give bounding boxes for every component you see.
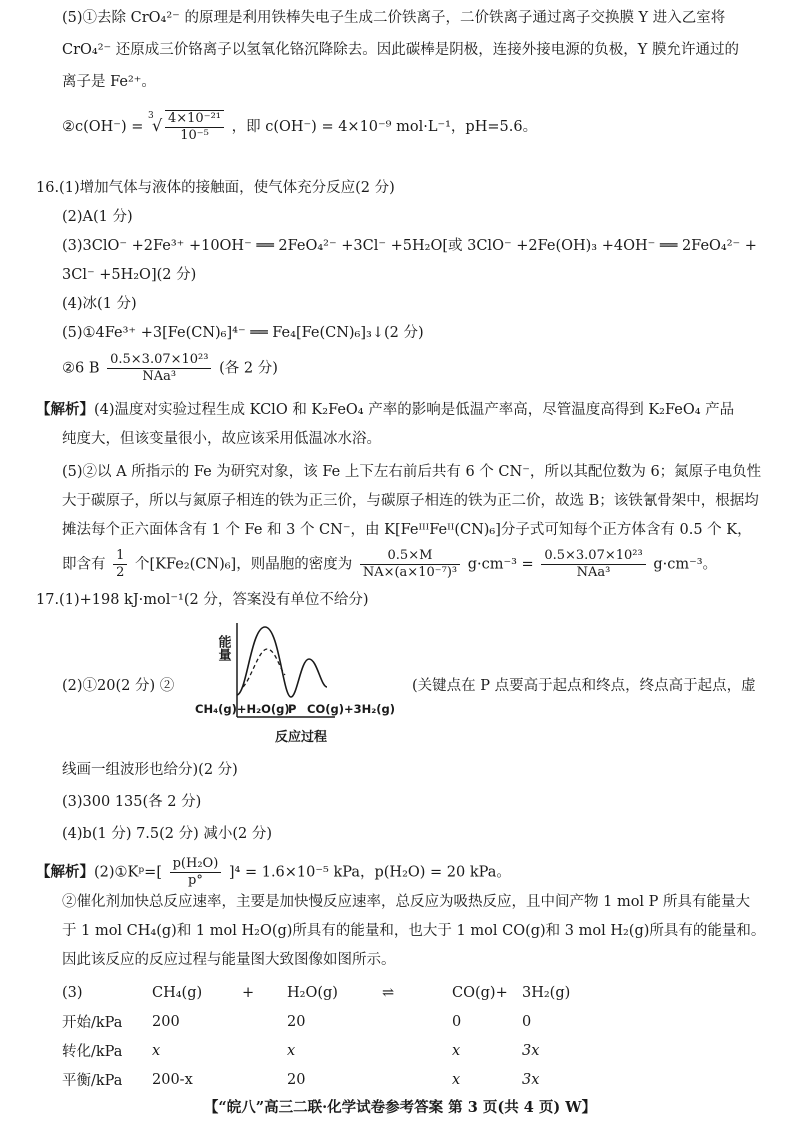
q16-1: 16.(1)增加气体与液体的接触面，使气体充分反应(2 分) bbox=[36, 180, 395, 196]
analysis-6c: g·cm⁻³ = bbox=[467, 556, 534, 573]
q16-analysis-6 bbox=[62, 548, 717, 581]
q16-analysis-4: 大于碳原子，所以与氮原子相连的铁为正三价，与碳原子相连的铁为正二价，故选 B；该铁氰骨架中，根据均 bbox=[62, 493, 759, 509]
q16-analysis-3: (5)②以 A 所指示的 Fe 为研究对象，该 Fe 上下左右前后共有 6 个 CN⁻，所以其配位数为 6；氮原子电负性 bbox=[62, 464, 762, 480]
ice-cell: x bbox=[452, 1071, 461, 1088]
kp-fraction bbox=[170, 856, 222, 889]
q16-5-1: (5)①4Fe³⁺ +3[Fe(CN)₆]⁴⁻ ══ Fe₄[Fe(CN)₆]₃↓(2 分) bbox=[62, 325, 424, 341]
q17-analysis-2: ②催化剂加快总反应速率，主要是加快慢反应速率，总反应为吸热反应，且中间产物 1 mol P 所具有能量大 bbox=[62, 894, 751, 910]
root-numerator: 4×10⁻²¹ bbox=[165, 111, 224, 128]
q16-5-2-suffix: (各 2 分) bbox=[219, 360, 278, 377]
ice-header-cell: H₂O(g) bbox=[287, 984, 338, 1001]
root-index: 3 bbox=[148, 111, 154, 121]
ice-cell bbox=[242, 1065, 287, 1094]
q16-4: (4)冰(1 分) bbox=[62, 296, 137, 312]
analysis-label: 【解析】 bbox=[36, 863, 94, 881]
density-denominator: NAa³ bbox=[142, 369, 177, 384]
q16-analysis-5: 摊法每个正六面体含有 1 个 Fe 和 3 个 CN⁻，由 K[FeᴵᴵᴵFeᴵᴵ(CN)₆]分子式可知每个正方体含有 0.5 个 K， bbox=[62, 522, 752, 538]
analysis-17-b: ]⁴ = 1.6×10⁻⁵ kPa，p(H₂O) = 20 kPa。 bbox=[228, 864, 511, 881]
ice-header-cell: CO(g)+ bbox=[452, 984, 508, 1001]
density-numerator: 0.5×3.07×10²³ bbox=[107, 352, 211, 369]
q16-3-line2: 3Cl⁻ +5H₂O](2 分) bbox=[62, 267, 197, 283]
ice-cell: 200-x bbox=[152, 1071, 193, 1088]
half-numerator: 1 bbox=[113, 548, 127, 565]
density-fraction bbox=[107, 352, 211, 385]
ice-cell: x bbox=[287, 1042, 296, 1059]
density-fraction-1 bbox=[360, 548, 460, 581]
q16-5-2 bbox=[62, 352, 278, 385]
density2-denominator: NAa³ bbox=[576, 565, 611, 580]
ice-table bbox=[62, 978, 602, 1094]
ice-header-cell: ⇌ bbox=[382, 984, 395, 1001]
ice-cell bbox=[382, 1007, 452, 1036]
ice-header-row bbox=[62, 978, 602, 1007]
ice-cell: 3x bbox=[522, 1071, 540, 1088]
q17-3: (3)300 135(各 2 分) bbox=[62, 794, 202, 810]
start-label: CH₄(g)+H₂O(g) bbox=[195, 702, 290, 716]
q17-4: (4)b(1 分) 7.5(2 分) 减小(2 分) bbox=[62, 826, 273, 842]
q17-1: 17.(1)+198 kJ·mol⁻¹(2 分，答案没有单位不给分) bbox=[36, 592, 369, 608]
q15-5-line1: (5)①去除 CrO₄²⁻ 的原理是利用铁棒失电子生成二价铁离子，二价铁离子通过离子交换膜 Y 进入乙室将 bbox=[62, 10, 726, 26]
radical-sign: √ bbox=[152, 116, 163, 135]
ice-cell bbox=[382, 1065, 452, 1094]
analysis-label: 【解析】 bbox=[36, 401, 94, 418]
ice-cell: x bbox=[452, 1042, 461, 1059]
ice-row-equilibrium bbox=[62, 1065, 602, 1094]
intermediate-label: P bbox=[288, 702, 297, 716]
ice-cell: 3x bbox=[522, 1042, 540, 1059]
density1-numerator: 0.5×M bbox=[360, 548, 460, 565]
analysis-17-a: (2)①Kᵖ=[ bbox=[94, 864, 162, 881]
ice-cell bbox=[242, 1007, 287, 1036]
q16-2: (2)A(1 分) bbox=[62, 209, 133, 225]
q15-5-2-suffix: ，即 c(OH⁻) = 4×10⁻⁹ mol·L⁻¹，pH=5.6。 bbox=[231, 119, 538, 135]
ice-row-change bbox=[62, 1036, 602, 1065]
analysis-text: (4)温度对实验过程生成 KClO 和 K₂FeO₄ 产率的影响是低温产率高，尽管温度高得到 K₂FeO₄ 产品 bbox=[94, 402, 735, 418]
q15-5-2 bbox=[62, 110, 537, 144]
analysis-6d: g·cm⁻³。 bbox=[653, 556, 718, 573]
q15-5-line3: 离子是 Fe²⁺。 bbox=[62, 74, 156, 90]
root-fraction bbox=[165, 110, 224, 144]
root-denominator: 10⁻⁵ bbox=[180, 128, 209, 143]
q17-analysis-1 bbox=[36, 856, 511, 889]
q17-analysis-3: 于 1 mol CH₄(g)和 1 mol H₂O(g)所具有的能量和，也大于 1 mol CO(g)和 3 mol H₂(g)所具有的能量和。 bbox=[62, 923, 766, 939]
ice-header-cell: (3) bbox=[62, 984, 83, 1001]
q15-5-2-prefix: ②c(OH⁻) = bbox=[62, 119, 144, 135]
ice-cell: 平衡/kPa bbox=[62, 1073, 123, 1089]
page-footer: 【“皖八”高三二联·化学试卷参考答案 第 3 页(共 4 页) W】 bbox=[203, 1099, 597, 1116]
q17-analysis-4: 因此该反应的反应过程与能量图大致图像如图所示。 bbox=[62, 952, 396, 968]
solid-energy-curve bbox=[237, 627, 327, 697]
reaction-coordinate-label: 反应过程 bbox=[275, 730, 328, 745]
analysis-6a: 即含有 bbox=[62, 556, 106, 573]
ice-cell: 0 bbox=[452, 1013, 462, 1030]
ice-header-cell: + bbox=[242, 984, 255, 1001]
q17-2-note-cont: 线画一组波形也给分)(2 分) bbox=[62, 762, 238, 778]
half-denominator: 2 bbox=[116, 565, 125, 580]
end-label: CO(g)+3H₂(g) bbox=[307, 702, 396, 716]
density1-denominator: NA×(a×10⁻⁷)³ bbox=[362, 565, 458, 580]
ice-cell bbox=[382, 1036, 452, 1065]
q16-3-line1: (3)3ClO⁻ +2Fe³⁺ +10OH⁻ ══ 2FeO₄²⁻ +3Cl⁻ +5H₂O[或 3ClO⁻ +2Fe(OH)₃ +4OH⁻ ══ 2FeO₄²⁻ + bbox=[62, 238, 757, 254]
q17-2-note: (关键点在 P 点要高于起点和终点，终点高于起点，虚 bbox=[412, 678, 756, 694]
q16-5-2-prefix: ②6 B bbox=[62, 360, 100, 377]
ice-cell: 20 bbox=[287, 1013, 306, 1030]
q16-analysis-1 bbox=[36, 400, 734, 420]
ice-cell bbox=[242, 1036, 287, 1065]
cube-root bbox=[148, 110, 227, 144]
density-fraction-2 bbox=[541, 548, 645, 581]
energy-diagram bbox=[195, 615, 405, 755]
analysis-6b: 个[KFe₂(CN)₆]，则晶胞的密度为 bbox=[135, 556, 353, 573]
ice-cell: x bbox=[152, 1042, 161, 1059]
half-fraction bbox=[113, 548, 127, 581]
q15-5-line2: CrO₄²⁻ 还原成三价铬离子以氢氧化铬沉降除去。因此碳棒是阴极，连接外接电源的负极，Y 膜允许通过的 bbox=[62, 42, 739, 58]
ice-cell: 0 bbox=[522, 1013, 532, 1030]
ice-row-initial bbox=[62, 1007, 602, 1036]
q16-analysis-2: 纯度大，但该变量很小，故应该采用低温冰水浴。 bbox=[62, 431, 381, 447]
ice-cell: 开始/kPa bbox=[62, 1015, 123, 1031]
ice-header-cell: 3H₂(g) bbox=[522, 984, 571, 1001]
ice-cell: 转化/kPa bbox=[62, 1044, 123, 1060]
energy-axis-label: 能量 bbox=[215, 635, 231, 661]
kp-denominator: p° bbox=[188, 873, 203, 888]
ice-cell: 20 bbox=[287, 1071, 306, 1088]
density2-numerator: 0.5×3.07×10²³ bbox=[541, 548, 645, 565]
kp-numerator: p(H₂O) bbox=[170, 856, 222, 873]
q17-2-prefix: (2)①20(2 分) ② bbox=[62, 678, 175, 694]
ice-header-cell: CH₄(g) bbox=[152, 984, 203, 1001]
ice-cell: 200 bbox=[152, 1013, 180, 1030]
